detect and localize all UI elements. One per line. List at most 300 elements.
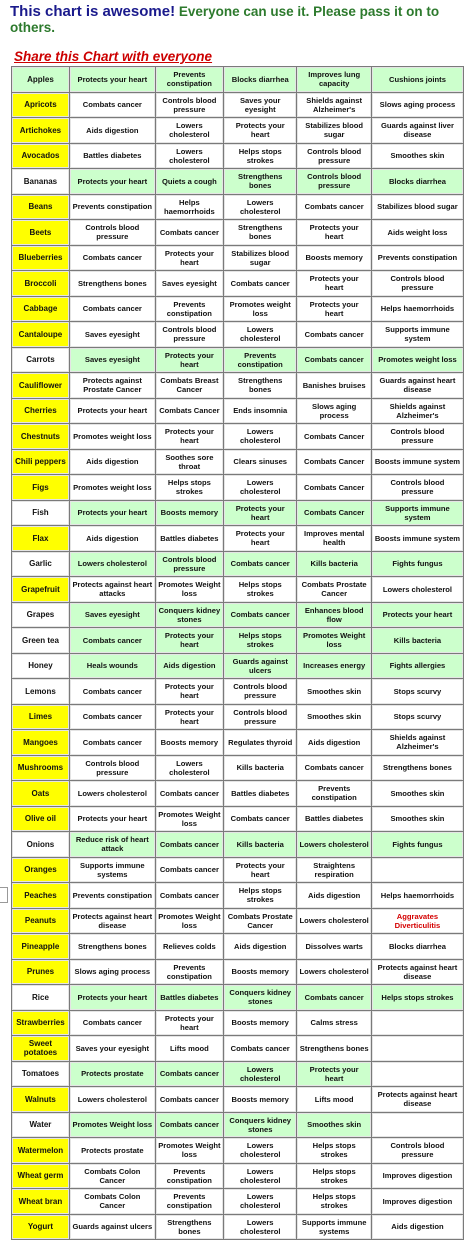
benefit-cell: Slows aging process <box>70 960 155 985</box>
benefit-cell: Slows aging process <box>297 399 370 424</box>
benefit-cell: Combats cancer <box>156 1062 223 1087</box>
benefit-cell: Blocks diarrhea <box>372 934 463 959</box>
table-row <box>12 1189 463 1214</box>
benefit-cell: Combats Cancer <box>156 399 223 424</box>
benefit-cell: Fights fungus <box>372 552 463 577</box>
benefit-cell: Combats Prostate Cancer <box>224 909 296 934</box>
benefit-cell: Combats Cancer <box>297 501 370 526</box>
benefit-cell: Soothes sore throat <box>156 450 223 475</box>
benefit-cell: Protects your heart <box>156 679 223 704</box>
benefit-cell <box>372 1113 463 1138</box>
benefit-cell: Controls blood pressure <box>297 169 370 194</box>
benefit-cell: Combats cancer <box>156 781 223 806</box>
table-row <box>12 93 463 118</box>
benefit-cell: Lowers cholesterol <box>156 118 223 143</box>
benefit-cell: Boosts memory <box>156 501 223 526</box>
benefit-cell: Protects your heart <box>224 118 296 143</box>
food-name-cell: Grapes <box>12 603 69 628</box>
benefit-cell: Boosts memory <box>297 246 370 271</box>
benefit-cell: Blocks diarrhea <box>224 67 296 92</box>
table-row <box>12 628 463 653</box>
benefit-cell: Lowers cholesterol <box>224 1215 296 1240</box>
benefit-cell: Prevents constipation <box>70 195 155 220</box>
benefit-cell: Aids digestion <box>70 450 155 475</box>
food-name-cell: Pineapple <box>12 934 69 959</box>
food-name-cell: Mushrooms <box>12 756 69 781</box>
benefit-cell: Saves your eyesight <box>70 1036 155 1061</box>
benefit-cell: Prevents constipation <box>297 781 370 806</box>
table-row <box>12 654 463 679</box>
benefit-cell: Conquers kidney stones <box>224 985 296 1010</box>
benefit-cell: Enhances blood flow <box>297 603 370 628</box>
benefit-cell: Combats cancer <box>70 730 155 755</box>
benefit-cell: Controls blood pressure <box>297 144 370 169</box>
benefit-cell: Promotes Weight loss <box>156 1138 223 1163</box>
benefit-cell: Combats cancer <box>70 1011 155 1036</box>
table-row <box>12 679 463 704</box>
food-name-cell: Wheat bran <box>12 1189 69 1214</box>
food-name-cell: Honey <box>12 654 69 679</box>
benefit-cell: Combats cancer <box>224 1036 296 1061</box>
table-row <box>12 730 463 755</box>
benefit-cell: Heals wounds <box>70 654 155 679</box>
benefit-cell: Conquers kidney stones <box>156 603 223 628</box>
benefit-cell: Combats cancer <box>70 297 155 322</box>
benefit-cell: Combats Colon Cancer <box>70 1164 155 1189</box>
benefit-cell: Helps haemorrhoids <box>156 195 223 220</box>
food-name-cell: Oats <box>12 781 69 806</box>
benefit-cell: Combats cancer <box>156 832 223 857</box>
benefit-cell: Cushions joints <box>372 67 463 92</box>
benefit-cell: Lowers cholesterol <box>70 1087 155 1112</box>
benefit-cell: Combats cancer <box>297 985 370 1010</box>
benefit-cell: Relieves colds <box>156 934 223 959</box>
food-name-cell: Wheat germ <box>12 1164 69 1189</box>
benefit-cell: Regulates thyroid <box>224 730 296 755</box>
benefit-cell: Lowers cholesterol <box>224 322 296 347</box>
benefit-cell: Combats cancer <box>297 195 370 220</box>
benefit-cell: Helps stops strokes <box>372 985 463 1010</box>
benefit-cell: Aggravates Diverticulitis <box>372 909 463 934</box>
benefit-cell: Protects prostate <box>70 1062 155 1087</box>
benefit-cell: Combats cancer <box>224 807 296 832</box>
table-row <box>12 297 463 322</box>
benefit-cell: Kills bacteria <box>224 832 296 857</box>
benefit-cell: Lowers cholesterol <box>224 1138 296 1163</box>
benefit-cell: Controls blood pressure <box>156 93 223 118</box>
benefit-cell: Stabilizes blood sugar <box>224 246 296 271</box>
benefit-cell: Strengthens bones <box>70 271 155 296</box>
food-name-cell: Watermelon <box>12 1138 69 1163</box>
benefit-cell: Protects against heart disease <box>372 960 463 985</box>
page-title <box>10 4 466 36</box>
benefit-cell: Protects your heart <box>156 705 223 730</box>
food-name-cell: Lemons <box>12 679 69 704</box>
benefit-cell: Protects against heart disease <box>70 909 155 934</box>
benefit-cell: Strengthens bones <box>224 373 296 398</box>
benefit-cell: Combats cancer <box>297 348 370 373</box>
benefit-cell: Guards against heart disease <box>372 373 463 398</box>
table-row <box>12 1215 463 1240</box>
benefit-cell: Protects your heart <box>297 297 370 322</box>
benefit-cell: Lowers cholesterol <box>297 832 370 857</box>
benefit-cell: Calms stress <box>297 1011 370 1036</box>
benefit-cell: Boosts immune system <box>372 450 463 475</box>
benefit-cell: Combats Prostate Cancer <box>297 577 370 602</box>
food-name-cell: Broccoli <box>12 271 69 296</box>
table-row <box>12 577 463 602</box>
benefit-cell: Protects your heart <box>70 501 155 526</box>
food-benefits-chart <box>11 66 464 1240</box>
benefit-cell: Protects your heart <box>70 985 155 1010</box>
benefit-cell: Helps stops strokes <box>297 1189 370 1214</box>
benefit-cell: Lowers cholesterol <box>70 552 155 577</box>
benefit-cell: Protects prostate <box>70 1138 155 1163</box>
food-name-cell: Strawberries <box>12 1011 69 1036</box>
table-row <box>12 475 463 500</box>
benefit-cell: Aids digestion <box>70 526 155 551</box>
benefit-cell: Protects your heart <box>156 1011 223 1036</box>
benefit-cell: Improves digestion <box>372 1164 463 1189</box>
benefit-cell: Clears sinuses <box>224 450 296 475</box>
benefit-cell: Lowers cholesterol <box>156 144 223 169</box>
benefit-cell: Helps stops strokes <box>297 1138 370 1163</box>
benefit-cell: Stabilizes blood sugar <box>372 195 463 220</box>
benefit-cell: Helps stops strokes <box>224 577 296 602</box>
benefit-cell: Combats cancer <box>70 246 155 271</box>
benefit-cell: Supports immune systems <box>70 858 155 883</box>
benefit-cell: Boosts memory <box>156 730 223 755</box>
benefit-cell: Saves your eyesight <box>224 93 296 118</box>
benefit-cell: Reduce risk of heart attack <box>70 832 155 857</box>
food-name-cell: Peaches <box>12 883 69 908</box>
food-name-cell: Beets <box>12 220 69 245</box>
benefit-cell: Combats cancer <box>297 322 370 347</box>
table-row <box>12 169 463 194</box>
table-row <box>12 960 463 985</box>
benefit-cell: Boosts memory <box>224 1087 296 1112</box>
food-name-cell: Carrots <box>12 348 69 373</box>
benefit-cell: Protects against heart attacks <box>70 577 155 602</box>
benefit-cell: Supports immune systems <box>297 1215 370 1240</box>
benefit-cell: Prevents constipation <box>156 1189 223 1214</box>
benefit-cell: Strengthens bones <box>224 169 296 194</box>
benefit-cell: Helps stops strokes <box>156 475 223 500</box>
benefit-cell: Prevents constipation <box>70 883 155 908</box>
table-row <box>12 450 463 475</box>
table-row <box>12 195 463 220</box>
food-name-cell: Grapefruit <box>12 577 69 602</box>
benefit-cell: Prevents constipation <box>224 348 296 373</box>
benefit-cell: Dissolves warts <box>297 934 370 959</box>
benefit-cell: Fights fungus <box>372 832 463 857</box>
table-row <box>12 348 463 373</box>
food-name-cell: Yogurt <box>12 1215 69 1240</box>
benefit-cell: Supports immune system <box>372 322 463 347</box>
food-name-cell: Garlic <box>12 552 69 577</box>
benefit-cell: Combats cancer <box>224 271 296 296</box>
benefit-cell: Boosts immune system <box>372 526 463 551</box>
benefit-cell: Helps stops strokes <box>224 628 296 653</box>
food-name-cell: Cherries <box>12 399 69 424</box>
table-row <box>12 399 463 424</box>
benefit-cell: Controls blood pressure <box>372 475 463 500</box>
food-name-cell: Bananas <box>12 169 69 194</box>
table-row <box>12 1036 463 1061</box>
table-row <box>12 985 463 1010</box>
table-row <box>12 1113 463 1138</box>
benefit-cell: Smoothes skin <box>372 781 463 806</box>
food-name-cell: Chili peppers <box>12 450 69 475</box>
table-row <box>12 246 463 271</box>
benefit-cell: Lowers cholesterol <box>297 909 370 934</box>
benefit-cell: Protects your heart <box>156 424 223 449</box>
table-row <box>12 526 463 551</box>
benefit-cell: Protects your heart <box>70 169 155 194</box>
table-row <box>12 220 463 245</box>
benefit-cell: Controls blood pressure <box>372 271 463 296</box>
benefit-cell: Controls blood pressure <box>70 756 155 781</box>
benefit-cell: Lowers cholesterol <box>224 195 296 220</box>
benefit-cell: Strengthens bones <box>372 756 463 781</box>
benefit-cell <box>372 858 463 883</box>
benefit-cell: Smoothes skin <box>297 705 370 730</box>
benefit-cell: Combats cancer <box>224 603 296 628</box>
benefit-cell: Protects your heart <box>156 628 223 653</box>
benefit-cell: Protects against Prostate Cancer <box>70 373 155 398</box>
benefit-cell: Controls blood pressure <box>156 322 223 347</box>
benefit-cell: Lowers cholesterol <box>224 1164 296 1189</box>
benefit-cell: Saves eyesight <box>70 348 155 373</box>
benefit-cell: Lowers cholesterol <box>224 475 296 500</box>
benefit-cell: Combats cancer <box>156 1113 223 1138</box>
food-name-cell: Oranges <box>12 858 69 883</box>
table-row <box>12 1011 463 1036</box>
food-name-cell: Mangoes <box>12 730 69 755</box>
table-row <box>12 118 463 143</box>
benefit-cell <box>372 1011 463 1036</box>
benefit-cell: Protects your heart <box>70 399 155 424</box>
benefit-cell: Battles diabetes <box>156 526 223 551</box>
benefit-cell: Increases energy <box>297 654 370 679</box>
food-name-cell: Apples <box>12 67 69 92</box>
food-name-cell: Sweet potatoes <box>12 1036 69 1061</box>
benefit-cell: Protects against heart disease <box>372 1087 463 1112</box>
table-row <box>12 373 463 398</box>
table-row <box>12 501 463 526</box>
benefit-cell: Controls blood pressure <box>224 705 296 730</box>
benefit-cell: Lowers cholesterol <box>372 577 463 602</box>
table-row <box>12 67 463 92</box>
benefit-cell: Aids digestion <box>297 883 370 908</box>
benefit-cell: Aids digestion <box>156 654 223 679</box>
share-link[interactable]: Share this Chart with everyone <box>14 49 213 64</box>
benefit-cell: Combats cancer <box>70 628 155 653</box>
food-name-cell: Chestnuts <box>12 424 69 449</box>
title-rest: Everyone can use it. Please pass it on to others. <box>10 4 440 35</box>
benefit-cell: Helps haemorrhoids <box>372 883 463 908</box>
benefit-cell: Guards against ulcers <box>224 654 296 679</box>
table-body <box>12 67 463 1239</box>
benefit-cell: Combats cancer <box>156 220 223 245</box>
table-row <box>12 1062 463 1087</box>
benefit-cell: Protects your heart <box>372 603 463 628</box>
benefit-cell: Boosts memory <box>224 960 296 985</box>
benefit-cell: Prevents constipation <box>372 246 463 271</box>
benefit-cell: Boosts memory <box>224 1011 296 1036</box>
benefits-table <box>11 66 464 1240</box>
food-name-cell: Cabbage <box>12 297 69 322</box>
benefit-cell: Promotes Weight loss <box>156 909 223 934</box>
benefit-cell: Ends insomnia <box>224 399 296 424</box>
benefit-cell: Helps stops strokes <box>297 1164 370 1189</box>
benefit-cell: Lowers cholesterol <box>297 960 370 985</box>
food-name-cell: Apricots <box>12 93 69 118</box>
table-row <box>12 705 463 730</box>
benefit-cell: Improves lung capacity <box>297 67 370 92</box>
benefit-cell: Controls blood pressure <box>372 424 463 449</box>
table-row <box>12 603 463 628</box>
benefit-cell: Battles diabetes <box>156 985 223 1010</box>
benefit-cell: Combats cancer <box>156 1087 223 1112</box>
benefit-cell: Kills bacteria <box>297 552 370 577</box>
food-name-cell: Flax <box>12 526 69 551</box>
food-name-cell: Onions <box>12 832 69 857</box>
table-row <box>12 807 463 832</box>
benefit-cell: Helps stops strokes <box>224 144 296 169</box>
page-header <box>10 4 466 36</box>
benefit-cell: Promotes weight loss <box>70 475 155 500</box>
benefit-cell: Battles diabetes <box>297 807 370 832</box>
benefit-cell: Aids digestion <box>70 118 155 143</box>
benefit-cell: Kills bacteria <box>224 756 296 781</box>
benefit-cell: Shields against Alzheimer's <box>297 93 370 118</box>
benefit-cell: Guards against liver disease <box>372 118 463 143</box>
benefit-cell: Battles diabetes <box>70 144 155 169</box>
food-name-cell: Cantaloupe <box>12 322 69 347</box>
benefit-cell: Combats cancer <box>156 883 223 908</box>
benefit-cell: Saves eyesight <box>70 322 155 347</box>
food-name-cell: Beans <box>12 195 69 220</box>
title-lead: Th <box>10 3 29 20</box>
benefit-cell: Shields against Alzheimer's <box>372 399 463 424</box>
benefit-cell: Lifts mood <box>297 1087 370 1112</box>
benefit-cell: Protects your heart <box>70 67 155 92</box>
benefit-cell: Smoothes skin <box>372 144 463 169</box>
benefit-cell: Banishes bruises <box>297 373 370 398</box>
benefit-cell: Fights allergies <box>372 654 463 679</box>
food-name-cell: Artichokes <box>12 118 69 143</box>
benefit-cell: Controls blood pressure <box>156 552 223 577</box>
benefit-cell: Aids digestion <box>372 1215 463 1240</box>
benefit-cell: Lowers cholesterol <box>224 424 296 449</box>
benefit-cell: Promotes Weight loss <box>297 628 370 653</box>
benefit-cell: Aids digestion <box>224 934 296 959</box>
benefit-cell: Stops scurvy <box>372 705 463 730</box>
benefit-cell: Prevents constipation <box>156 67 223 92</box>
benefit-cell: Protects your heart <box>156 348 223 373</box>
page-edge-tab <box>0 887 8 903</box>
benefit-cell: Combats cancer <box>70 679 155 704</box>
table-row <box>12 756 463 781</box>
food-name-cell: Tomatoes <box>12 1062 69 1087</box>
benefit-cell: Combats Cancer <box>297 450 370 475</box>
benefit-cell: Promotes Weight loss <box>156 577 223 602</box>
benefit-cell: Blocks diarrhea <box>372 169 463 194</box>
table-row <box>12 424 463 449</box>
benefit-cell: Lowers cholesterol <box>70 781 155 806</box>
food-name-cell: Prunes <box>12 960 69 985</box>
food-name-cell: Figs <box>12 475 69 500</box>
benefit-cell: Conquers kidney stones <box>224 1113 296 1138</box>
benefit-cell: Controls blood pressure <box>372 1138 463 1163</box>
benefit-cell: Stabilizes blood sugar <box>297 118 370 143</box>
benefit-cell: Prevents constipation <box>156 297 223 322</box>
benefit-cell: Improves mental health <box>297 526 370 551</box>
benefit-cell: Saves eyesight <box>70 603 155 628</box>
table-row <box>12 934 463 959</box>
benefit-cell: Straightens respiration <box>297 858 370 883</box>
table-row <box>12 781 463 806</box>
benefit-cell: Kills bacteria <box>372 628 463 653</box>
benefit-cell: Smoothes skin <box>372 807 463 832</box>
benefit-cell: Helps haemorrhoids <box>372 297 463 322</box>
benefit-cell: Combats cancer <box>70 93 155 118</box>
benefit-cell: Lifts mood <box>156 1036 223 1061</box>
benefit-cell: Lowers cholesterol <box>224 1189 296 1214</box>
benefit-cell: Protects your heart <box>297 220 370 245</box>
table-row <box>12 858 463 883</box>
benefit-cell: Strengthens bones <box>156 1215 223 1240</box>
table-row <box>12 552 463 577</box>
benefit-cell: Battles diabetes <box>224 781 296 806</box>
benefit-cell: Strengthens bones <box>70 934 155 959</box>
table-row <box>12 271 463 296</box>
benefit-cell: Combats Breast Cancer <box>156 373 223 398</box>
benefit-cell: Strengthens bones <box>297 1036 370 1061</box>
benefit-cell: Promotes Weight loss <box>156 807 223 832</box>
benefit-cell: Helps stops strokes <box>224 883 296 908</box>
benefit-cell: Protects your heart <box>297 1062 370 1087</box>
food-name-cell: Cauliflower <box>12 373 69 398</box>
benefit-cell: Prevents constipation <box>156 1164 223 1189</box>
benefit-cell: Lowers cholesterol <box>156 756 223 781</box>
food-name-cell: Water <box>12 1113 69 1138</box>
benefit-cell: Controls blood pressure <box>70 220 155 245</box>
food-name-cell: Olive oil <box>12 807 69 832</box>
benefit-cell: Guards against ulcers <box>70 1215 155 1240</box>
benefit-cell: Saves eyesight <box>156 271 223 296</box>
benefit-cell: Protects your heart <box>224 526 296 551</box>
benefit-cell: Protects your heart <box>297 271 370 296</box>
benefit-cell: Aids digestion <box>297 730 370 755</box>
food-name-cell: Blueberries <box>12 246 69 271</box>
benefit-cell: Quiets a cough <box>156 169 223 194</box>
benefit-cell: Promotes weight loss <box>372 348 463 373</box>
table-row <box>12 832 463 857</box>
food-name-cell: Peanuts <box>12 909 69 934</box>
benefit-cell: Supports immune system <box>372 501 463 526</box>
table-row <box>12 322 463 347</box>
benefit-cell: Combats cancer <box>156 858 223 883</box>
table-row <box>12 144 463 169</box>
benefit-cell <box>372 1036 463 1061</box>
benefit-cell: Slows aging process <box>372 93 463 118</box>
title-lead-rest: is chart is awesome! <box>28 3 176 20</box>
benefit-cell: Prevents constipation <box>156 960 223 985</box>
benefit-cell: Protects your heart <box>224 501 296 526</box>
benefit-cell: Promotes Weight loss <box>70 1113 155 1138</box>
